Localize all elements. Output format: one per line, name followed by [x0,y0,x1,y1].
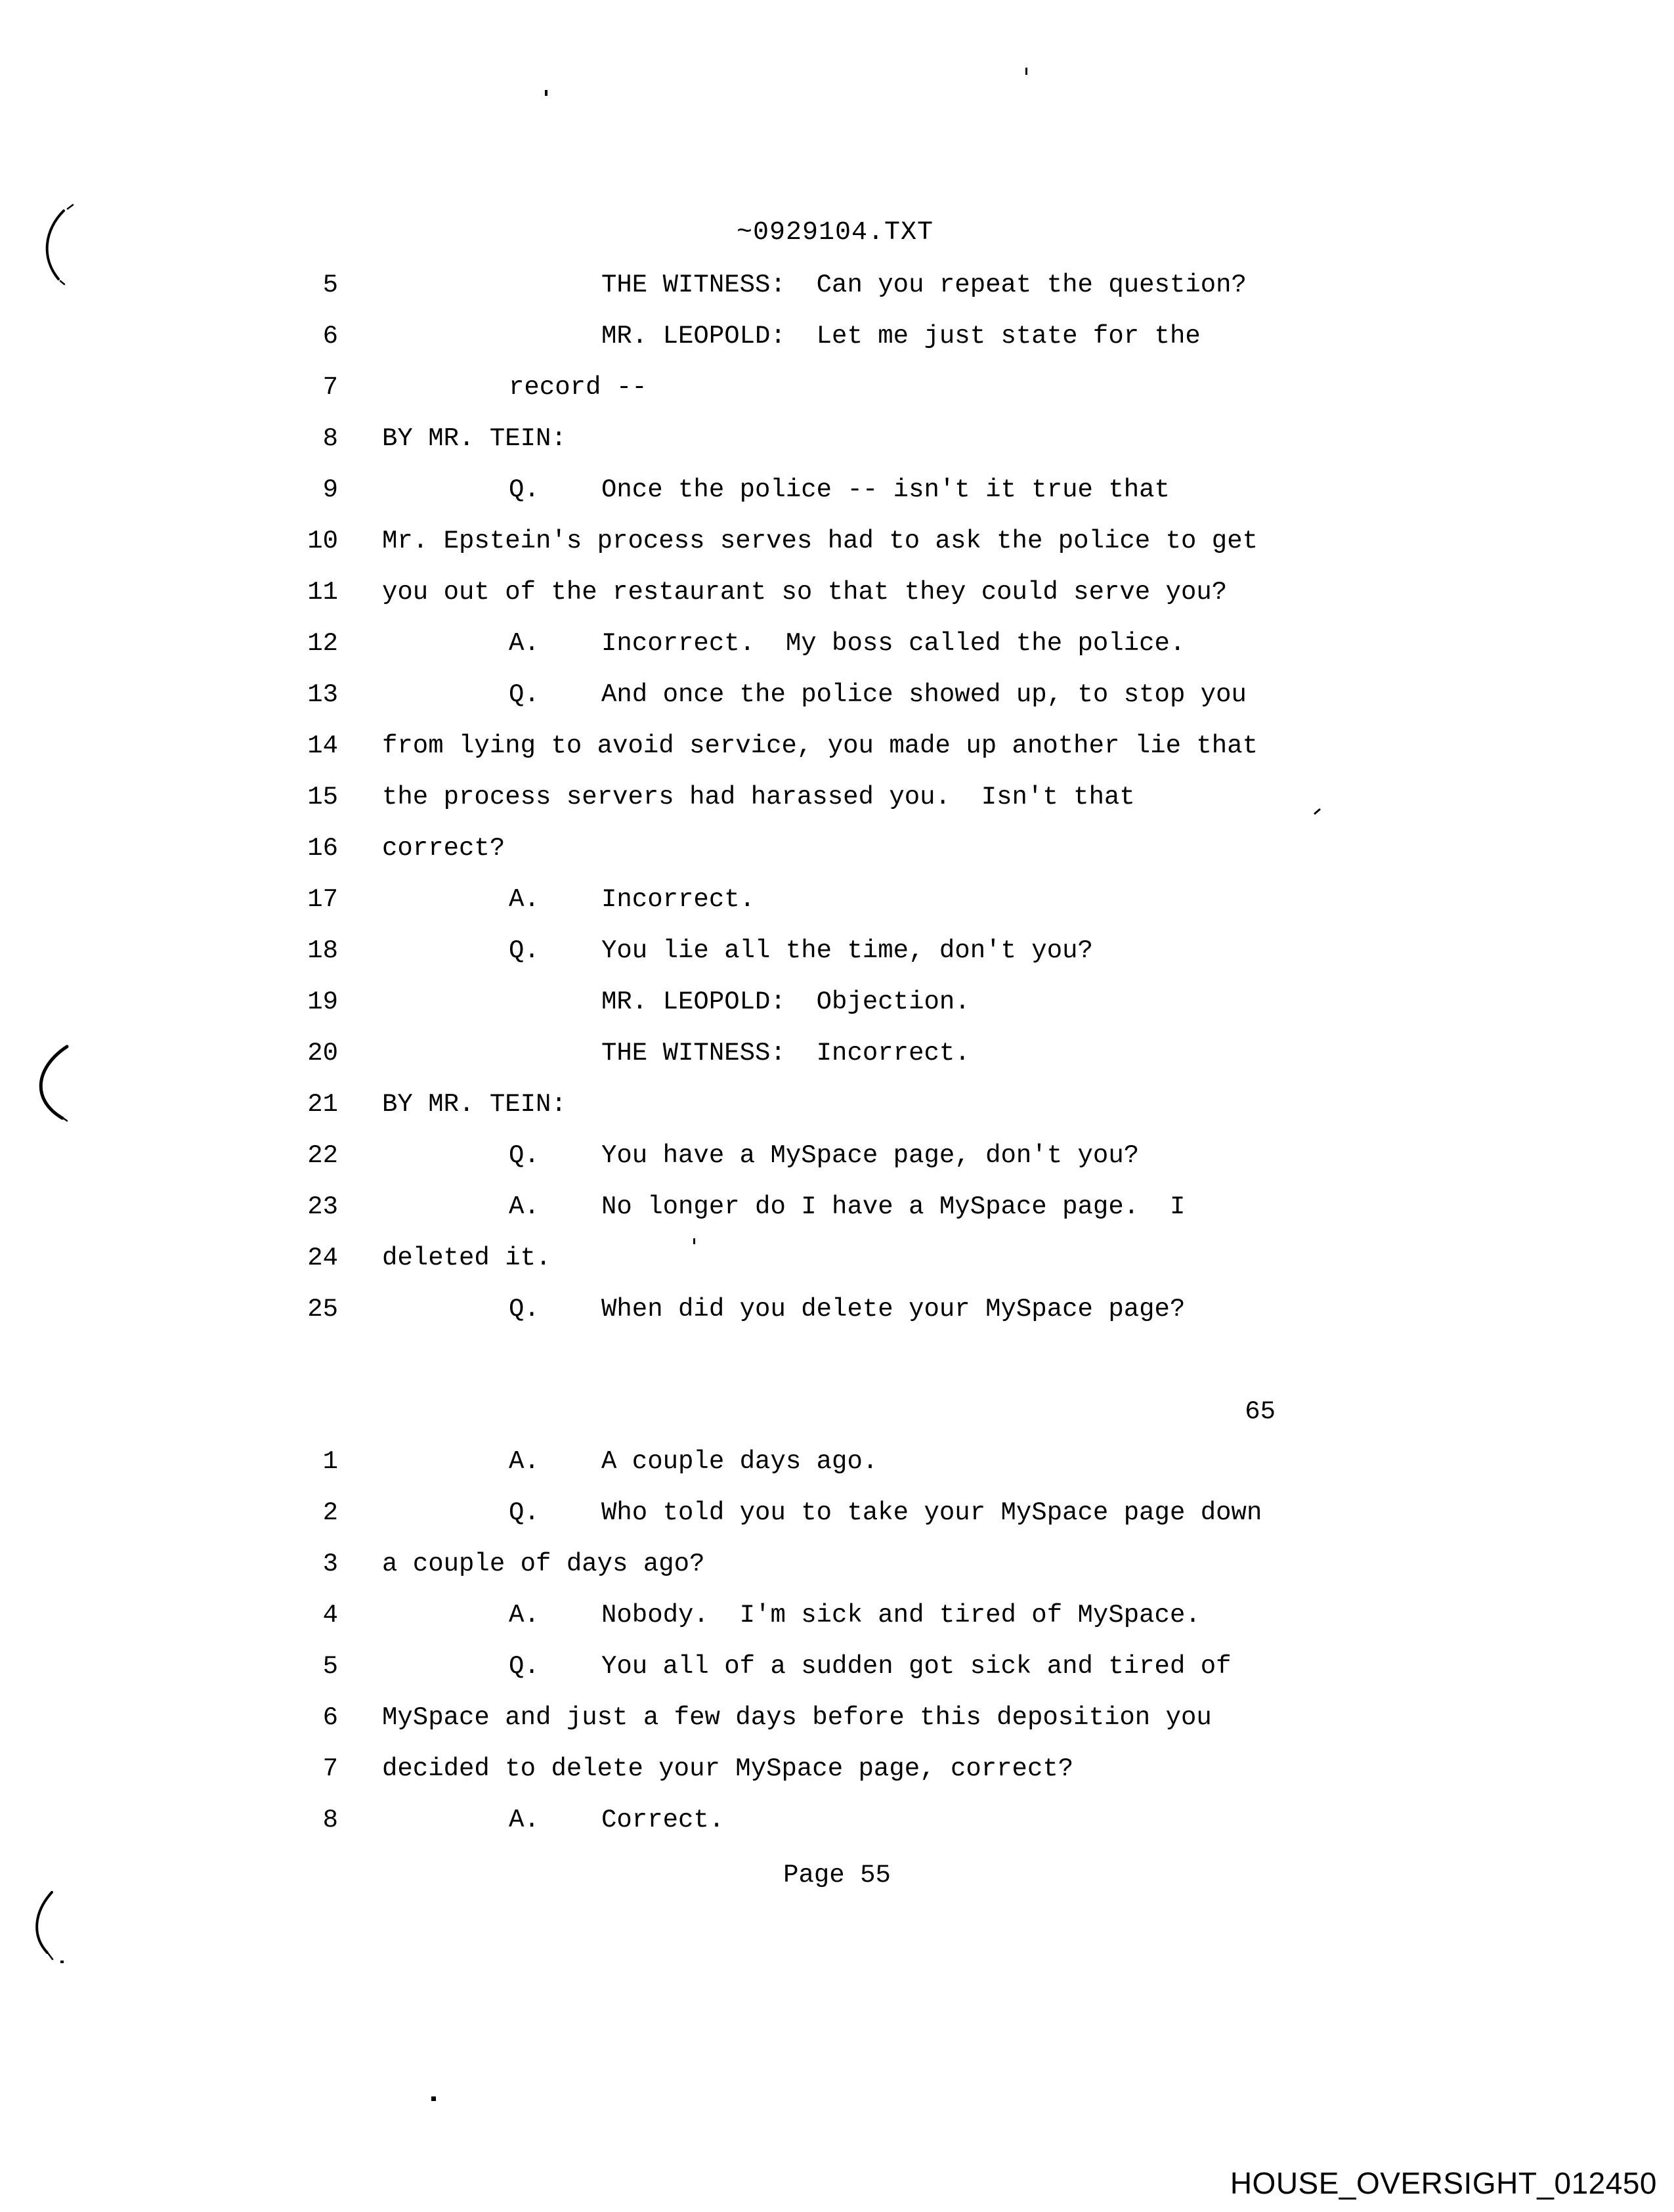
line-number: 13 [307,680,338,709]
line-text: the process servers had harassed you. Isn't that [382,783,1135,812]
line-number: 5 [322,271,338,299]
line-number: 18 [307,936,338,965]
transcript-line [0,1754,1674,1806]
qa-label: A. [509,1601,540,1630]
transcript-line [0,731,1674,783]
transcript-line [0,1652,1674,1703]
line-number: 19 [307,987,338,1016]
qa-label: Q. [509,475,540,504]
transcript-line [0,1498,1674,1550]
transcript-line [0,1295,1674,1346]
line-number: 7 [322,1754,338,1783]
transcript-line [0,1141,1674,1192]
line-text: record -- [509,373,647,402]
line-number: 7 [322,373,338,402]
line-text: Incorrect. My boss called the police. [601,629,1186,658]
line-number: 14 [307,731,338,760]
transcript-line [0,1039,1674,1090]
line-number: 8 [322,1806,338,1834]
line-number: 1 [322,1447,338,1476]
transcript-line [0,1192,1674,1244]
line-text: BY MR. TEIN: [382,1090,567,1119]
line-number: 20 [307,1039,338,1068]
line-text: When did you delete your MySpace page? [601,1295,1186,1324]
transcript-line [0,527,1674,578]
qa-label: A. [509,629,540,658]
qa-label: Q. [509,680,540,709]
line-text: And once the police showed up, to stop you [601,680,1247,709]
line-text: BY MR. TEIN: [382,424,567,453]
line-number: 16 [307,834,338,863]
line-number: 6 [322,322,338,351]
line-number: 10 [307,527,338,555]
transcript-line [0,271,1674,322]
qa-label: Q. [509,1295,540,1324]
qa-label: Q. [509,936,540,965]
line-text: from lying to avoid service, you made up another lie that [382,731,1258,760]
line-text: THE WITNESS: Can you repeat the question? [601,271,1247,299]
line-number: 4 [322,1601,338,1630]
line-number: 3 [322,1550,338,1578]
transcript-line [0,1703,1674,1754]
line-number: 6 [322,1703,338,1732]
transcript-line [0,680,1674,731]
line-text: Who told you to take your MySpace page down [601,1498,1262,1527]
line-text: correct? [382,834,505,863]
line-text: Incorrect. [601,885,756,914]
transcript-line [0,1244,1674,1295]
line-number: 23 [307,1192,338,1221]
line-number: 11 [307,578,338,607]
transcript-line [0,936,1674,987]
line-number: 5 [322,1652,338,1681]
line-number: 15 [307,783,338,812]
line-text: Correct. [601,1806,725,1834]
qa-label: A. [509,885,540,914]
transcript-line [0,322,1674,373]
line-text: You lie all the time, don't you? [601,936,1093,965]
line-text: MR. LEOPOLD: Let me just state for the [601,322,1201,351]
transcript-line [0,629,1674,680]
transcript-line [0,1601,1674,1652]
qa-label: A. [509,1192,540,1221]
line-text: THE WITNESS: Incorrect. [601,1039,970,1068]
line-text: Mr. Epstein's process serves had to ask the police to get [382,527,1258,555]
transcript-line [0,834,1674,885]
transcript-line [0,1090,1674,1141]
line-number: 22 [307,1141,338,1170]
line-number: 25 [307,1295,338,1324]
qa-label: Q. [509,1141,540,1170]
line-number: 21 [307,1090,338,1119]
transcript-line [0,783,1674,834]
line-text: deleted it. [382,1244,551,1272]
transcript-line [0,373,1674,424]
qa-label: Q. [509,1498,540,1527]
line-text: No longer do I have a MySpace page. I [601,1192,1186,1221]
line-number: 17 [307,885,338,914]
line-text: a couple of days ago? [382,1550,705,1578]
scan-artifact-arc-top [47,211,64,279]
transcript-line [0,1447,1674,1498]
line-text: You all of a sudden got sick and tired of [601,1652,1232,1681]
line-number: 8 [322,424,338,453]
line-number: 24 [307,1244,338,1272]
transcript-line [0,1550,1674,1601]
qa-label: A. [509,1447,540,1476]
qa-label: A. [509,1806,540,1834]
transcript-line [0,1806,1674,1857]
line-text: You have a MySpace page, don't you? [601,1141,1140,1170]
bates-stamp: HOUSE_OVERSIGHT_012450 [1230,2166,1657,2200]
line-number: 12 [307,629,338,658]
scan-artifact-arc-bottom [37,1892,52,1953]
line-text: A couple days ago. [601,1447,878,1476]
transcript-line [0,578,1674,629]
qa-label: Q. [509,1652,540,1681]
line-text: Nobody. I'm sick and tired of MySpace. [601,1601,1201,1630]
transcript-line [0,987,1674,1039]
line-text: MySpace and just a few days before this deposition you [382,1703,1212,1732]
line-text: Once the police -- isn't it true that [601,475,1170,504]
page-footer-label: Page 55 [783,1861,891,1890]
page-number-65: 65 [1245,1397,1276,1426]
transcript-line [0,885,1674,936]
transcript-line [0,475,1674,527]
line-text: MR. LEOPOLD: Objection. [601,987,970,1016]
line-text: decided to delete your MySpace page, correct? [382,1754,1074,1783]
line-number: 9 [322,475,338,504]
document-title: ~0929104.TXT [737,218,934,248]
line-text: you out of the restaurant so that they could serve you? [382,578,1228,607]
line-number: 2 [322,1498,338,1527]
transcript-line [0,424,1674,475]
